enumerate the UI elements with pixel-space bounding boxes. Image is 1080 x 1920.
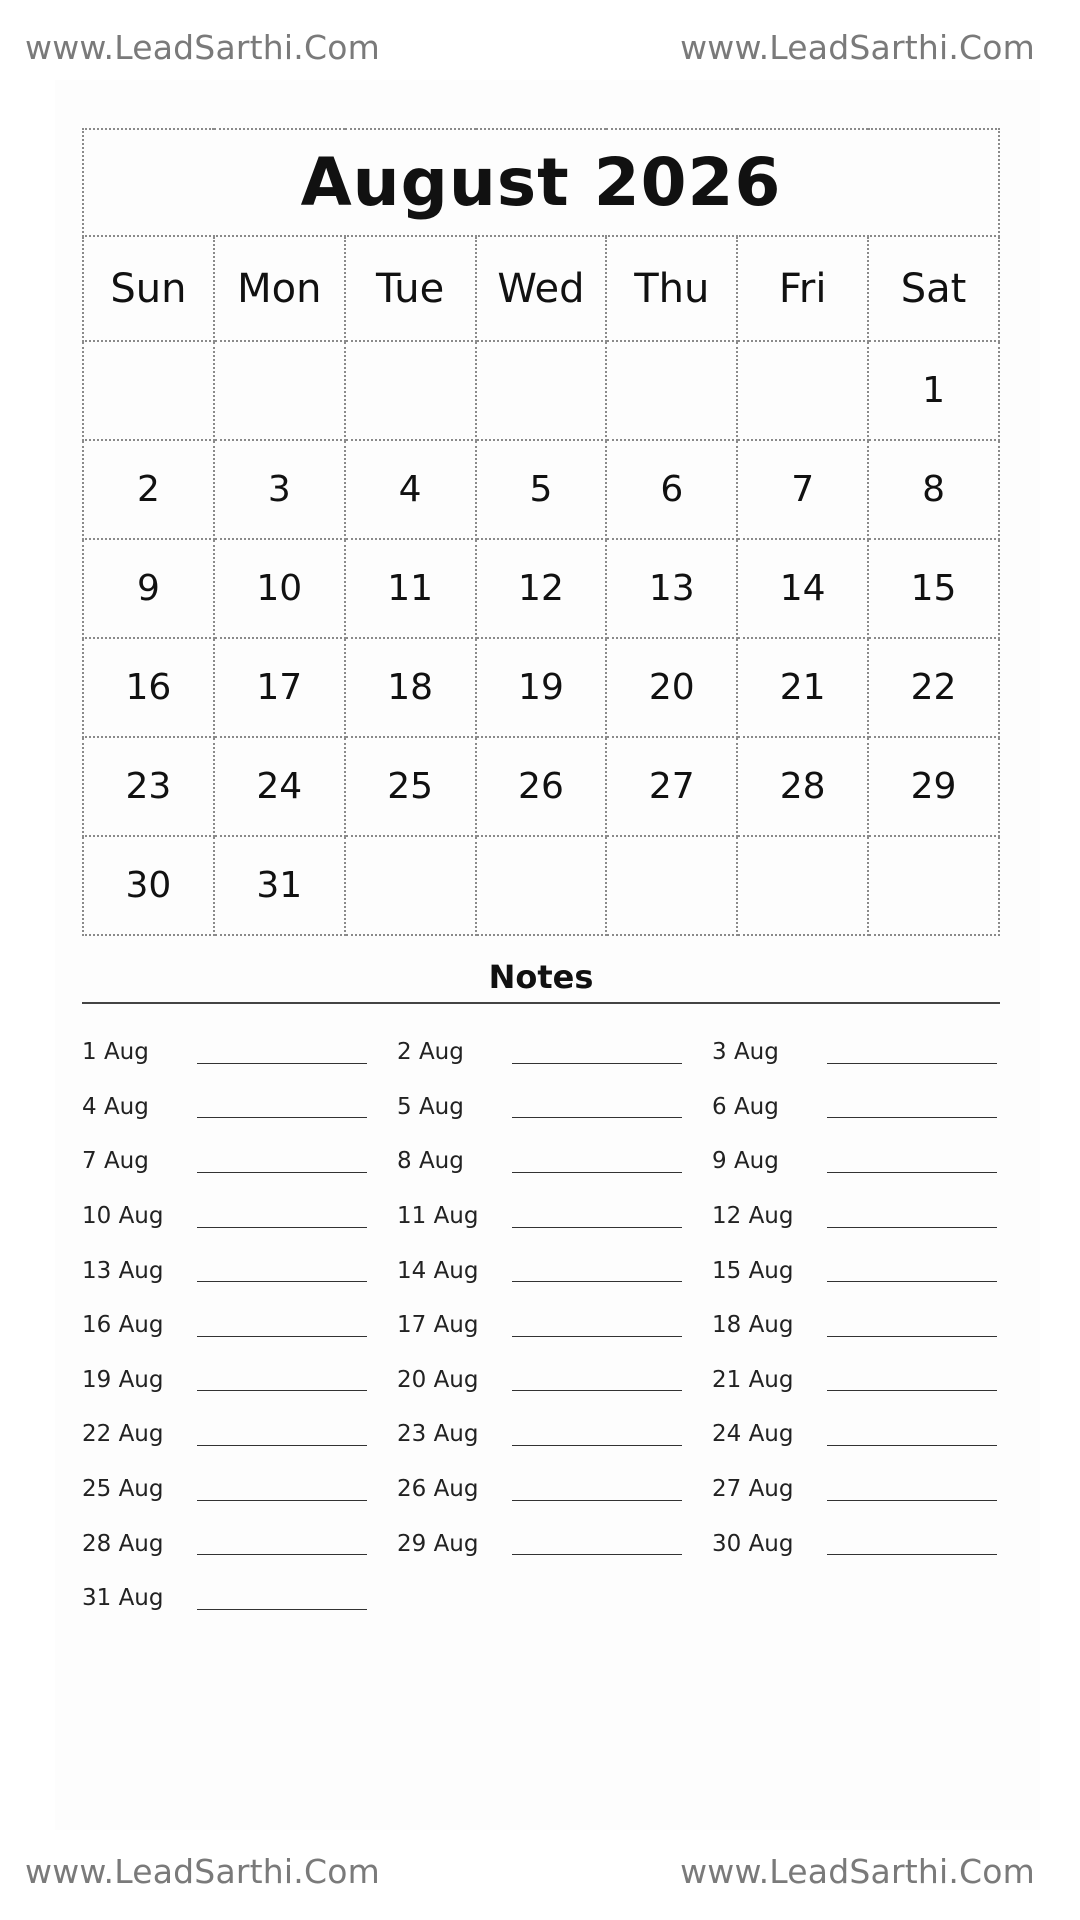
note-write-line xyxy=(197,1150,367,1173)
note-entry xyxy=(712,1353,1000,1408)
weekday-header-row xyxy=(83,236,999,341)
calendar-day-cell: 24 xyxy=(214,737,345,836)
note-write-line xyxy=(827,1423,997,1446)
note-date-label: 27 Aug xyxy=(712,1476,794,1503)
weekday-header: Thu xyxy=(606,236,737,341)
note-write-line xyxy=(827,1150,997,1173)
calendar-day-cell xyxy=(606,836,737,935)
note-write-line xyxy=(512,1423,682,1446)
note-date-label: 22 Aug xyxy=(82,1421,164,1448)
notes-divider xyxy=(82,1002,1000,1004)
note-date-label: 10 Aug xyxy=(82,1203,164,1230)
calendar-day-cell xyxy=(606,341,737,440)
calendar-day-cell: 30 xyxy=(83,836,214,935)
note-entry xyxy=(82,1571,367,1626)
note-date-label: 30 Aug xyxy=(712,1530,794,1557)
calendar-week-row xyxy=(83,638,999,737)
note-write-line xyxy=(197,1423,367,1446)
calendar-day-cell: 13 xyxy=(606,539,737,638)
note-entry xyxy=(82,1462,367,1517)
calendar-week-row xyxy=(83,440,999,539)
note-date-label: 14 Aug xyxy=(397,1257,479,1284)
note-entry xyxy=(397,1025,682,1080)
note-date-label: 21 Aug xyxy=(712,1366,794,1393)
calendar-day-cell: 5 xyxy=(476,440,607,539)
calendar-day-cell xyxy=(737,341,868,440)
note-entry xyxy=(712,1243,1000,1298)
note-date-label: 11 Aug xyxy=(397,1203,479,1230)
note-entry xyxy=(82,1298,367,1353)
note-date-label: 23 Aug xyxy=(397,1421,479,1448)
watermark-bottom-left: www.LeadSarthi.Com xyxy=(25,1852,380,1891)
note-entry xyxy=(397,1134,682,1189)
calendar-day-cell xyxy=(345,341,476,440)
calendar-day-cell: 31 xyxy=(214,836,345,935)
note-date-label: 12 Aug xyxy=(712,1203,794,1230)
note-write-line xyxy=(512,1368,682,1391)
note-write-line xyxy=(827,1205,997,1228)
calendar-grid xyxy=(82,128,1000,936)
calendar-day-cell: 21 xyxy=(737,638,868,737)
weekday-header: Tue xyxy=(345,236,476,341)
note-write-line xyxy=(512,1150,682,1173)
calendar-day-cell xyxy=(737,836,868,935)
calendar-day-cell xyxy=(868,836,999,935)
calendar-day-cell: 19 xyxy=(476,638,607,737)
notes-list xyxy=(82,1025,1000,1626)
watermark-bottom-right: www.LeadSarthi.Com xyxy=(680,1852,1035,1891)
note-entry xyxy=(82,1243,367,1298)
calendar-day-cell: 10 xyxy=(214,539,345,638)
note-date-label: 26 Aug xyxy=(397,1476,479,1503)
note-write-line xyxy=(197,1041,367,1064)
note-write-line xyxy=(827,1259,997,1282)
note-date-label: 18 Aug xyxy=(712,1312,794,1339)
note-entry xyxy=(712,1189,1000,1244)
weekday-header: Sun xyxy=(83,236,214,341)
weekday-header: Wed xyxy=(476,236,607,341)
note-date-label: 20 Aug xyxy=(397,1366,479,1393)
note-entry xyxy=(712,1462,1000,1517)
note-write-line xyxy=(827,1041,997,1064)
note-date-label: 31 Aug xyxy=(82,1585,164,1612)
note-write-line xyxy=(827,1314,997,1337)
note-date-label: 6 Aug xyxy=(712,1093,779,1120)
note-date-label: 28 Aug xyxy=(82,1530,164,1557)
note-date-label: 19 Aug xyxy=(82,1366,164,1393)
note-date-label: 2 Aug xyxy=(397,1039,464,1066)
note-entry xyxy=(82,1353,367,1408)
calendar-day-cell xyxy=(83,341,214,440)
calendar-day-cell: 20 xyxy=(606,638,737,737)
note-write-line xyxy=(827,1532,997,1555)
note-write-line xyxy=(827,1095,997,1118)
calendar-title: August 2026 xyxy=(83,129,999,236)
note-write-line xyxy=(512,1314,682,1337)
note-entry xyxy=(397,1189,682,1244)
note-date-label: 25 Aug xyxy=(82,1476,164,1503)
note-entry xyxy=(82,1080,367,1135)
note-write-line xyxy=(512,1478,682,1501)
calendar-day-cell: 14 xyxy=(737,539,868,638)
calendar-day-cell: 11 xyxy=(345,539,476,638)
note-write-line xyxy=(827,1368,997,1391)
note-entry xyxy=(397,1516,682,1571)
calendar-day-cell: 16 xyxy=(83,638,214,737)
note-write-line xyxy=(197,1368,367,1391)
weekday-header: Sat xyxy=(868,236,999,341)
calendar-day-cell: 7 xyxy=(737,440,868,539)
note-write-line xyxy=(512,1041,682,1064)
note-entry xyxy=(397,1407,682,1462)
note-write-line xyxy=(197,1532,367,1555)
note-write-line xyxy=(197,1095,367,1118)
calendar-day-cell xyxy=(476,341,607,440)
watermark-top-right: www.LeadSarthi.Com xyxy=(680,28,1035,67)
note-write-line xyxy=(512,1095,682,1118)
note-entry xyxy=(712,1134,1000,1189)
calendar-day-cell: 1 xyxy=(868,341,999,440)
calendar-day-cell: 9 xyxy=(83,539,214,638)
note-date-label: 13 Aug xyxy=(82,1257,164,1284)
calendar-day-cell: 6 xyxy=(606,440,737,539)
calendar-day-cell: 29 xyxy=(868,737,999,836)
note-date-label: 8 Aug xyxy=(397,1148,464,1175)
note-write-line xyxy=(197,1259,367,1282)
note-entry xyxy=(397,1243,682,1298)
note-date-label: 1 Aug xyxy=(82,1039,149,1066)
calendar-day-cell: 23 xyxy=(83,737,214,836)
note-write-line xyxy=(827,1478,997,1501)
calendar-week-row xyxy=(83,341,999,440)
note-date-label: 16 Aug xyxy=(82,1312,164,1339)
note-date-label: 17 Aug xyxy=(397,1312,479,1339)
notes-title: Notes xyxy=(488,958,594,996)
note-write-line xyxy=(197,1587,367,1610)
note-entry xyxy=(712,1080,1000,1135)
note-entry xyxy=(712,1516,1000,1571)
note-entry xyxy=(82,1407,367,1462)
note-entry xyxy=(397,1298,682,1353)
note-entry xyxy=(82,1025,367,1080)
note-entry xyxy=(82,1134,367,1189)
calendar-week-row xyxy=(83,539,999,638)
calendar-week-row xyxy=(83,737,999,836)
note-entry xyxy=(82,1516,367,1571)
calendar-day-cell: 26 xyxy=(476,737,607,836)
calendar-day-cell: 12 xyxy=(476,539,607,638)
note-entry xyxy=(397,1080,682,1135)
note-entry xyxy=(82,1189,367,1244)
calendar-day-cell: 4 xyxy=(345,440,476,539)
calendar-day-cell xyxy=(214,341,345,440)
calendar-day-cell xyxy=(345,836,476,935)
note-write-line xyxy=(197,1478,367,1501)
calendar-day-cell: 27 xyxy=(606,737,737,836)
note-date-label: 7 Aug xyxy=(82,1148,149,1175)
note-write-line xyxy=(512,1532,682,1555)
calendar-day-cell: 25 xyxy=(345,737,476,836)
note-date-label: 3 Aug xyxy=(712,1039,779,1066)
weekday-header: Mon xyxy=(214,236,345,341)
calendar-day-cell: 22 xyxy=(868,638,999,737)
note-date-label: 15 Aug xyxy=(712,1257,794,1284)
calendar-day-cell xyxy=(476,836,607,935)
calendar-day-cell: 2 xyxy=(83,440,214,539)
note-date-label: 29 Aug xyxy=(397,1530,479,1557)
note-date-label: 24 Aug xyxy=(712,1421,794,1448)
weekday-header: Fri xyxy=(737,236,868,341)
note-entry xyxy=(397,1462,682,1517)
note-entry xyxy=(397,1353,682,1408)
calendar-day-cell: 8 xyxy=(868,440,999,539)
note-date-label: 9 Aug xyxy=(712,1148,779,1175)
note-entry xyxy=(712,1407,1000,1462)
calendar-day-cell: 28 xyxy=(737,737,868,836)
note-write-line xyxy=(512,1205,682,1228)
calendar-day-cell: 17 xyxy=(214,638,345,737)
calendar-day-cell: 3 xyxy=(214,440,345,539)
note-write-line xyxy=(197,1205,367,1228)
note-date-label: 4 Aug xyxy=(82,1093,149,1120)
calendar-day-cell: 15 xyxy=(868,539,999,638)
calendar-week-row xyxy=(83,836,999,935)
note-write-line xyxy=(512,1259,682,1282)
watermark-top-left: www.LeadSarthi.Com xyxy=(25,28,380,67)
note-date-label: 5 Aug xyxy=(397,1093,464,1120)
note-write-line xyxy=(197,1314,367,1337)
note-entry xyxy=(712,1025,1000,1080)
calendar-day-cell: 18 xyxy=(345,638,476,737)
note-entry xyxy=(712,1298,1000,1353)
